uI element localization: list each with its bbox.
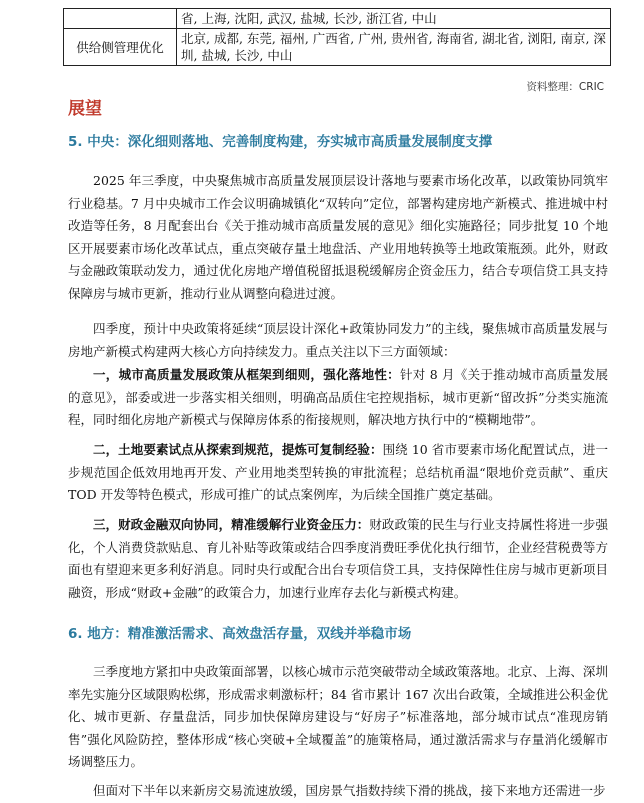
table-cell-cities: 北京, 成都, 东莞, 福州, 广西省, 广州, 贵州省, 海南省, 湖北省, 浏阳, 南京, 深圳, 盐城, 长沙, 中山 bbox=[177, 29, 611, 66]
section-5-paragraph-1: 2025 年三季度，中央聚焦城市高质量发展顶层设计落地与要素市场化改革，以政策协同筑牢行业稳基。7 月中央城市工作会议明确城镇化“双转向”定位，部署构建房地产新模式、推进城中村改造等任务，8 月配套出台《关于推动城市高质量发展的意见》细化实施路径；同步批复 10 个地区开展要素市场化改革试点，重点突破存量土地盘活、产业用地转换等土地政策瓶颈。此外，财政与金融政策联动发力，通过优化房地产增值税留抵退税缓解房企资金压力，结合专项信贷工具支持保障房与城市更新，推动行业从调整向稳进过渡。 bbox=[68, 173, 608, 301]
policy-cities-table bbox=[63, 8, 611, 66]
table-row bbox=[64, 29, 611, 66]
paragraph-text: 针对 8 月《关于推动城市高质量发展的意见》，部委或进一步落实相关细则，明确高品质住宅控规指标，城市更新“留改拆”分类实施流程，同时细化房地产新模式与保障房体系的衔接规则，解决地方执行中的“模糊地带”。 bbox=[68, 367, 608, 427]
section-5-paragraph-5 bbox=[68, 514, 608, 604]
paragraph-bold-lead: 二，土地要素试点从探索到规范，提炼可复制经验： bbox=[93, 442, 383, 457]
section-6-title: 6. 地方：精准激活需求、高效盘活存量，双线并举稳市场 bbox=[68, 626, 412, 642]
source-note: 资料整理：CRIC bbox=[526, 81, 604, 93]
paragraph-text: 财政政策的民生与行业支持属性将进一步强化，个人消费贷款贴息、育儿补贴等政策或结合四季度消费旺季优化执行细节，企业经营税费等方面也有望迎来更多利好消息。同时央行或配合出台专项信贷工具，支持保障性住房与城市更新项目融资，形成“财政+金融”的政策合力，加速行业库存去化与新模式构建。 bbox=[68, 517, 608, 600]
paragraph-bold-lead: 一，城市高质量发展政策从框架到细则，强化落地性： bbox=[93, 367, 400, 382]
section-5-paragraph-3 bbox=[68, 364, 608, 432]
paragraph-bold-lead: 三，财政金融双向协同，精准缓解行业资金压力： bbox=[93, 517, 370, 532]
table-row bbox=[64, 9, 611, 29]
section-6-paragraph-2: 但面对下半年以来新房交易流速放缓，国房景气指数持续下滑的挑战，接下来地方还需进一步 bbox=[93, 783, 606, 798]
section-6-paragraph-1: 三季度地方紧扣中央政策面部署，以核心城市示范突破带动全域政策落地。北京、上海、深圳率先实施分区域限购松绑，形成需求刺激标杆；84 省市累计 167 次出台政策，全域推进公积金优化、城市更新、存量盘活，同步加快保障房建设与“好房子”标准落地，部分城市试点“准现房销售”强化风险防控，整体形成“核心突破+全域覆盖”的施策格局，通过激活需求与存量消化缓解市场调整压力。 bbox=[68, 664, 608, 769]
paragraph-text: 围绕 10 省市要素市场化配置试点，进一步规范国企低效用地再开发、产业用地类型转换的审批流程；总结杭甬温“限地价竞贡献”、重庆 TOD 开发等特色模式，形成可推广的试点案例库，为后续全国推广奠定基础。 bbox=[68, 442, 608, 502]
section-5-paragraph-4 bbox=[68, 439, 608, 507]
table-cell-label: 供给侧管理优化 bbox=[64, 29, 177, 66]
section-5-title: 5. 中央：深化细则落地、完善制度构建，夯实城市高质量发展制度支撑 bbox=[68, 134, 493, 150]
section-5-paragraph-2: 四季度，预计中央政策将延续“顶层设计深化+政策协同发力”的主线，聚焦城市高质量发展与房地产新模式构建两大核心方向持续发力。重点关注以下三方面领域： bbox=[68, 321, 608, 359]
section-heading-outlook: 展望 bbox=[68, 99, 102, 119]
table-cell-cities: 省, 上海, 沈阳, 武汉, 盐城, 长沙, 浙江省, 中山 bbox=[177, 9, 611, 29]
table-cell-empty bbox=[64, 9, 177, 29]
